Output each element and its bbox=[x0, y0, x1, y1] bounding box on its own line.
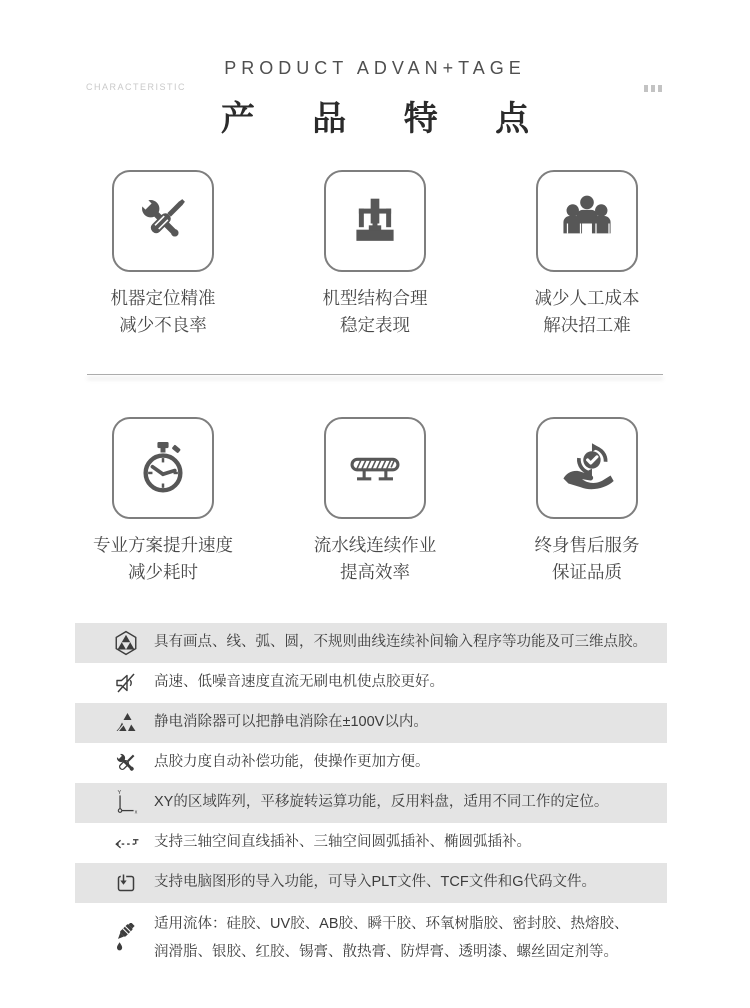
feature-text: 高速、低噪音速度直流无刷电机使点胶更好。 bbox=[154, 674, 444, 691]
card-caption-line1: 终身售后服务 bbox=[534, 535, 640, 556]
card-caption-line1: 机器定位精准 bbox=[110, 288, 216, 308]
auto-compensation-tools-icon bbox=[111, 750, 141, 776]
feature-row bbox=[75, 623, 667, 663]
static-eliminator-icon bbox=[111, 711, 141, 735]
stopwatch-icon bbox=[112, 417, 214, 519]
card-caption-line2: 减少耗时 bbox=[128, 562, 198, 583]
feature-card bbox=[492, 417, 682, 586]
svg-text:x: x bbox=[134, 808, 138, 815]
page-title: 产 品 特 点 bbox=[220, 100, 554, 138]
section-divider bbox=[87, 374, 663, 375]
card-caption bbox=[314, 532, 437, 586]
after-sales-hand-icon bbox=[536, 417, 638, 519]
title-english: PRODUCT ADVAN+TAGE bbox=[224, 58, 526, 78]
feature-cards-row-2 bbox=[68, 417, 682, 586]
card-caption bbox=[535, 285, 640, 339]
feature-card bbox=[492, 170, 682, 339]
feature-text: 适用流体：硅胶、UV胶、AB胶、瞬干胶、环氧树脂胶、密封胶、热熔胶、润滑脂、银胶、红胶、锡膏、散热膏、防焊膏、透明漆、螺丝固定剂等。 bbox=[154, 915, 629, 960]
card-caption-line1: 流水线连续作业 bbox=[313, 535, 437, 556]
feature-text: 具有画点、线、弧、圆，不规则曲线连续补间输入程序等功能及可三维点胶。 bbox=[154, 634, 647, 651]
three-dots-icon bbox=[644, 85, 662, 92]
3d-dispense-icon bbox=[111, 630, 141, 656]
card-caption bbox=[535, 532, 640, 586]
feature-card bbox=[68, 170, 258, 339]
svg-text:Y: Y bbox=[117, 789, 122, 796]
feature-text: 静电消除器可以把静电消除在±100V以内。 bbox=[154, 714, 428, 731]
feature-row bbox=[75, 703, 667, 743]
feature-row bbox=[75, 823, 667, 863]
interpolation-dash-icon bbox=[111, 830, 141, 856]
feature-card bbox=[280, 170, 470, 339]
feature-text: 点胶力度自动补偿功能，使操作更加方便。 bbox=[154, 754, 430, 771]
low-noise-mute-icon bbox=[111, 671, 141, 695]
card-caption-line2: 稳定表现 bbox=[340, 315, 410, 336]
feature-row bbox=[75, 663, 667, 703]
feature-list bbox=[75, 623, 667, 974]
import-file-icon bbox=[111, 871, 141, 895]
feature-text: 支持三轴空间直线插补、三轴空间圆弧插补、椭圆弧插补。 bbox=[154, 834, 531, 851]
feature-text: 支持电脑图形的导入功能，可导入PLT文件、TCF文件和G代码文件。 bbox=[154, 874, 596, 891]
card-caption-line1: 专业方案提升速度 bbox=[93, 535, 233, 556]
section-eyebrow: CHARACTERISTIC bbox=[86, 82, 187, 92]
feature-row bbox=[75, 783, 667, 823]
card-caption-line1: 机型结构合理 bbox=[322, 288, 428, 308]
conveyor-line-icon bbox=[324, 417, 426, 519]
card-caption-line1: 减少人工成本 bbox=[534, 288, 640, 308]
feature-card bbox=[68, 417, 258, 586]
feature-cards-row-1 bbox=[68, 170, 682, 339]
card-caption-line2: 减少不良率 bbox=[119, 315, 207, 336]
feature-text: XY的区域阵列，平移旋转运算功能，反用料盘，适用不同工作的定位。 bbox=[154, 794, 609, 811]
feature-row bbox=[75, 863, 667, 903]
card-caption-line2: 提高效率 bbox=[340, 562, 410, 583]
feature-row bbox=[75, 743, 667, 783]
card-caption-line2: 解决招工难 bbox=[543, 315, 631, 336]
card-caption bbox=[93, 532, 233, 586]
xy-axes-icon bbox=[111, 790, 141, 816]
machine-structure-icon bbox=[324, 170, 426, 272]
card-caption-line2: 保证品质 bbox=[552, 562, 622, 583]
feature-card bbox=[280, 417, 470, 586]
card-caption bbox=[323, 285, 428, 339]
wrench-screwdriver-icon bbox=[112, 170, 214, 272]
fluid-glue-icon bbox=[111, 923, 141, 953]
feature-row bbox=[75, 903, 667, 974]
card-caption bbox=[111, 285, 216, 339]
people-group-icon bbox=[536, 170, 638, 272]
